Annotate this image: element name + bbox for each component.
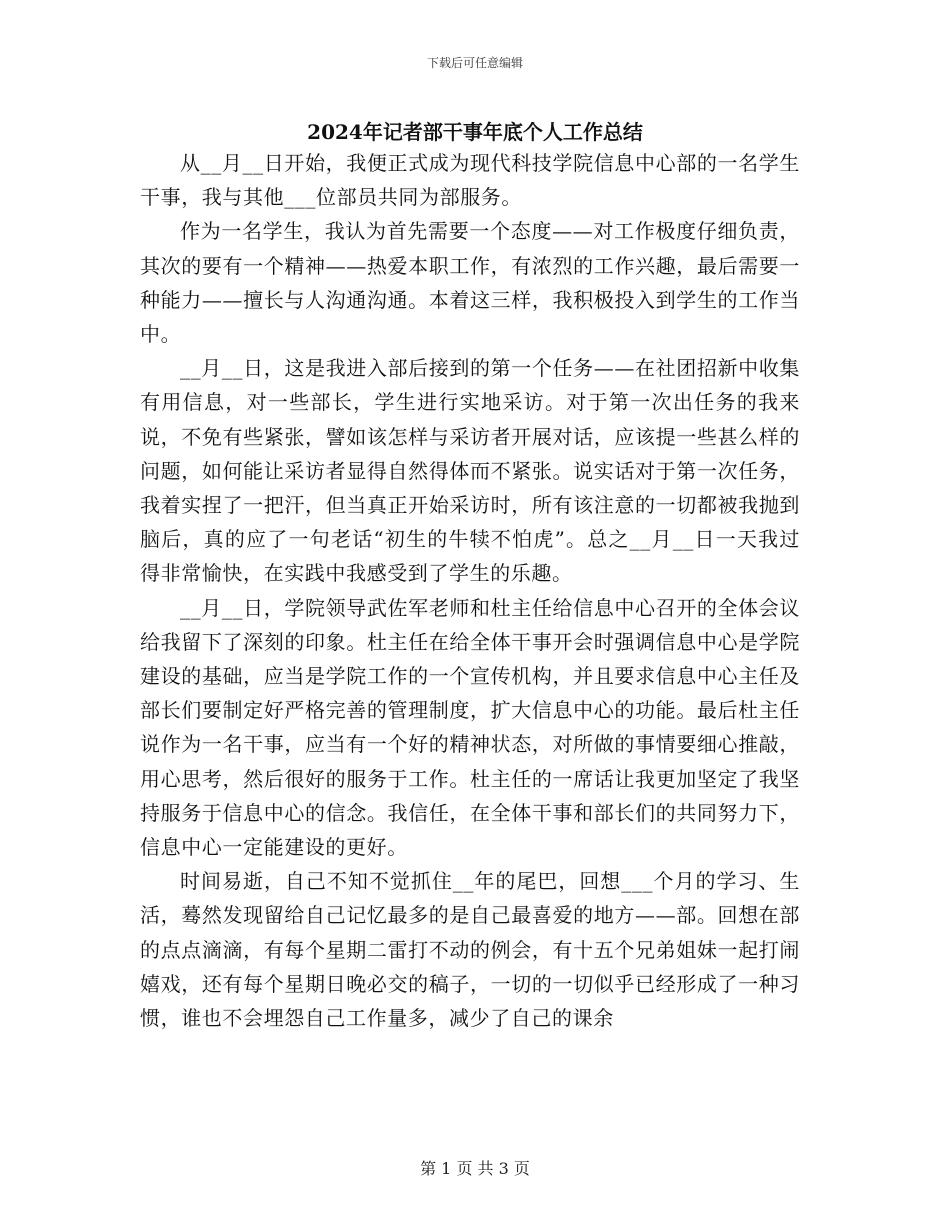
document-title: 2024年记者部干事年底个人工作总结 — [307, 120, 643, 144]
header-note: 下载后可任意编辑 — [426, 56, 523, 70]
paragraph-2: 作为一名学生，我认为首先需要一个态度——对工作极度仔细负责，其次的要有一个精神——热爱本职工作，有浓烈的工作兴趣，最后需要一种能力——擅长与人沟通沟通。本着这三样，我积极投入到学生的工作当中。 — [140, 219, 800, 347]
paragraph-4: __月__日，学院领导武佐军老师和杜主任给信息中心召开的全体会议给我留下了深刻的印象。杜主任在给全体干事开会时强调信息中心是学院建设的基础，应当是学院工作的一个宣传机构，并且要求信息中心主任及部长们要制定好严格完善的管理制度，扩大信息中心的功能。最后杜主任说作为一名干事，应当有一个好的精神状态，对所做的事情要细心推敲，用心思考，然后很好的服务于工作。杜主任的一席话让我更加坚定了我坚持服务于信息中心的信念。我信任，在全体干事和部长们的共同努力下，信息中心一定能建设的更好。 — [140, 595, 800, 860]
document-body — [140, 146, 800, 1035]
paragraph-1: 从__月__日开始，我便正式成为现代科技学院信息中心部的一名学生干事，我与其他___位部员共同为部服务。 — [140, 151, 800, 210]
paragraph-5: 时间易逝，自己不知不觉抓住__年的尾巴，回想___个月的学习、生活，蓦然发现留给自己记忆最多的是自己最喜爱的地方——部。回想在部的点点滴滴，有每个星期二雷打不动的例会，有十五个兄弟姐妹一起打闹嬉戏，还有每个星期日晚必交的稿子，一切的一切似乎已经形成了一种习惯，谁也不会埋怨自己工作量多，减少了自己的课余 — [140, 869, 800, 1031]
paragraph-3: __月__日，这是我进入部后接到的第一个任务——在社团招新中收集有用信息，对一些部长，学生进行实地采访。对于第一次出任务的我来说，不免有些紧张，譬如该怎样与采访者开展对话，应该提一些甚么样的问题，如何能让采访者显得自然得体而不紧张。说实话对于第一次任务，我着实捏了一把汗，但当真正开始采访时，所有该注意的一切都被我抛到脑后，真的应了一句老话“初生的牛犊不怕虎”。总之__月__日一天我过得非常愉快，在实践中我感受到了学生的乐趣。 — [140, 356, 800, 586]
page-indicator: 第 1 页 共 3 页 — [420, 1159, 530, 1178]
